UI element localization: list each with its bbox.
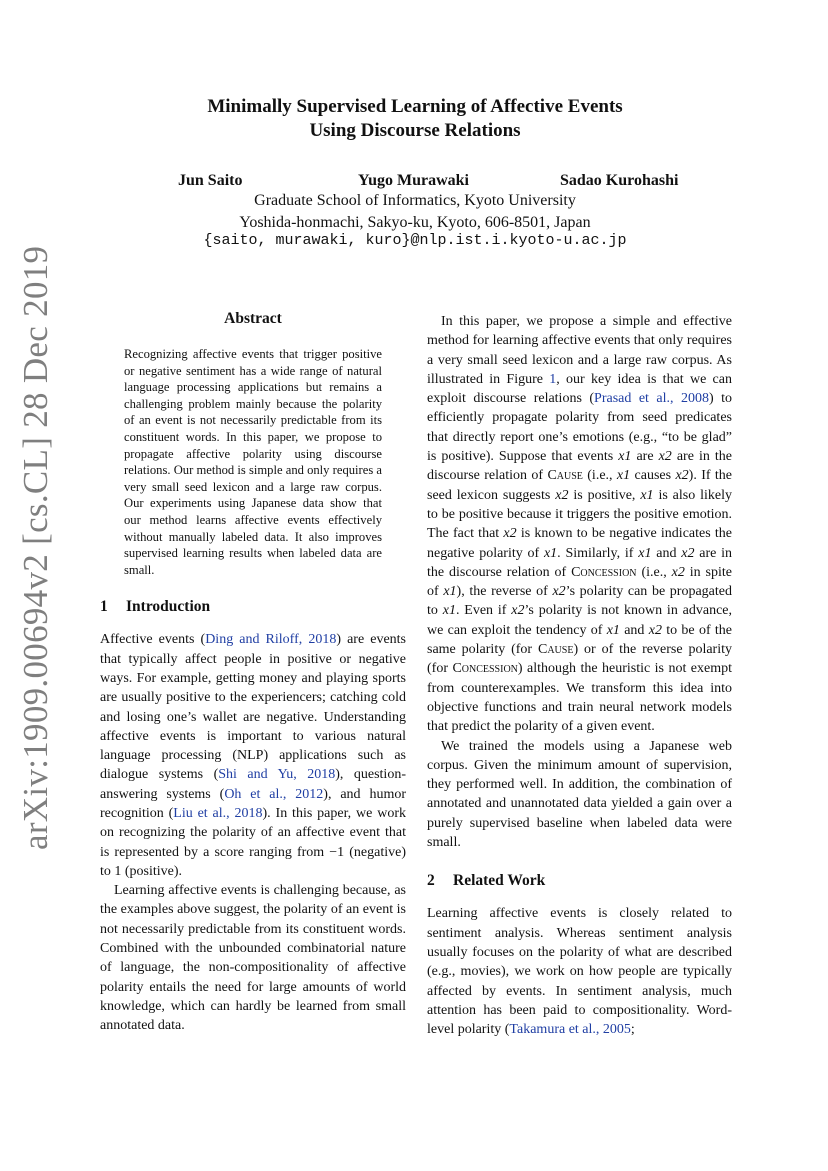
affiliation (100, 190, 730, 234)
intro-paragraph-2: Learning affective events is challenging because, as the examples above suggest, the polarity of an event is not necessarily predictable from its constituent words. Combined with the unbounded combinatorial nature of language, the non-compositionality of affective polarity entails the need for large amounts of world knowledge, which can hardly be learned from small annotated data. (100, 883, 406, 1034)
citation-link[interactable]: Prasad et al., 2008 (594, 391, 709, 407)
intro-paragraph-4: We trained the models using a Japanese web corpus. Given the minimum amount of supervision, they performed well. In addition, the combination of annotated and unannotated data yielded a gain over a purely supervised baseline when labeled data were small. (427, 738, 732, 851)
intro-paragraph-3: In this paper, we propose a simple and effective method for learning affective events that only requires a very small seed lexicon and a large raw corpus. As illustrated in Figure 1, our key idea is that we can exploit discourse relations (Prasad et al., 2008) to efficiently propagate polarity from seed predicates that directly report one’s emotions (e.g., “to be glad” is positive). Suppose that events x1 are x2 are in the discourse relation of Cause (i.e., x1 causes x2). If the seed lexicon suggests x2 is positive, x1 is also likely to be positive because it triggers the positive emotion. The fact that x2 is known to be negative indicates the negative polarity of x1. Similarly, if x1 and x2 are in the discourse relation of Concession (i.e., x2 in spite of x1), the reverse of x2’s polarity can be propagated to x1. Even if x2’s polarity is not known in advance, we can exploit the tendency of x1 and x2 to be of the same polarity (for Cause) or of the reverse polarity (for Concession) although the heuristic is not exempt from counterexamples. We transform this idea into objective functions and train neural network models that predict the polarity of a given event. (427, 314, 733, 735)
section-number: 1 (100, 598, 108, 616)
citation-link[interactable]: Takamura et al., 2005 (509, 1022, 631, 1038)
related-work-paragraph: Learning affective events is closely related to sentiment analysis. Whereas sentiment analysis usually focuses on the polarity of what are described (e.g., movies), we work on how people are typically affected by events. In sentiment analysis, much attention has been paid to compositionality. Word-level polarity (Takamura et al., 2005; (427, 906, 732, 1038)
author-1: Jun Saito (178, 172, 243, 189)
section-heading-introduction (100, 598, 406, 616)
citation-link[interactable]: Shi and Yu, 2018 (218, 767, 336, 783)
citation-link[interactable]: Liu et al., 2018 (173, 805, 263, 821)
arxiv-stamp-text: arXiv:1909.00694v2 [cs.CL] 28 Dec 2019 (16, 245, 55, 850)
intro-paragraph-1: Affective events (Ding and Riloff, 2018) are events that typically affect people in positive or negative ways. For example, getting money and playing sports are usually positive to the experiencers; catching cold and losing one’s wallet are negative. Understanding affective events is important to various natural language processing (NLP) applications such as dialogue systems (Shi and Yu, 2018), question-answering systems (Oh et al., 2012), and humor recognition (Liu et al., 2018). In this paper, we work on recognizing the polarity of an affective event that is represented by a score ranging from −1 (negative) to 1 (positive). (100, 632, 406, 879)
arxiv-stamp (6, 245, 66, 860)
section-title: Introduction (126, 598, 211, 616)
figure-link[interactable]: 1 (549, 371, 557, 387)
author-emails: {saito, murawaki, kuro}@nlp.ist.i.kyoto-u.ac.jp (203, 232, 627, 249)
title-line-2: Using Discourse Relations (309, 120, 521, 141)
abstract-heading: Abstract (224, 310, 282, 327)
affiliation-line-1: Graduate School of Informatics, Kyoto University (254, 192, 576, 209)
citation-link[interactable]: Ding and Riloff, 2018 (205, 632, 337, 648)
left-column (100, 310, 406, 1036)
author-2: Yugo Murawaki (358, 172, 469, 189)
right-column (427, 312, 732, 1039)
author-3: Sadao Kurohashi (560, 172, 679, 189)
affiliation-line-2: Yoshida-honmachi, Sakyo-ku, Kyoto, 606-8501, Japan (239, 214, 591, 231)
abstract-text: Recognizing affective events that trigger positive or negative sentiment has a wide range of natural language processing applications but remains a challenging problem mainly because the polarity of an event is not necessarily predictable from its constituent words. In this paper, we propose to propagate affective polarity using discourse relations. Our method is simple and only requires a very small seed lexicon and a large raw corpus. Our experiments using Japanese data show that our method learns affective events effectively without manually labeled data. It also improves supervised learning results when labeled data are small. (124, 347, 382, 577)
section-number: 2 (427, 872, 435, 890)
citation-link[interactable]: Oh et al., 2012 (224, 786, 324, 802)
paper-title (100, 95, 730, 143)
title-line-1: Minimally Supervised Learning of Affective Events (207, 96, 623, 117)
section-title: Related Work (453, 872, 546, 890)
section-heading-related-work (427, 872, 732, 890)
